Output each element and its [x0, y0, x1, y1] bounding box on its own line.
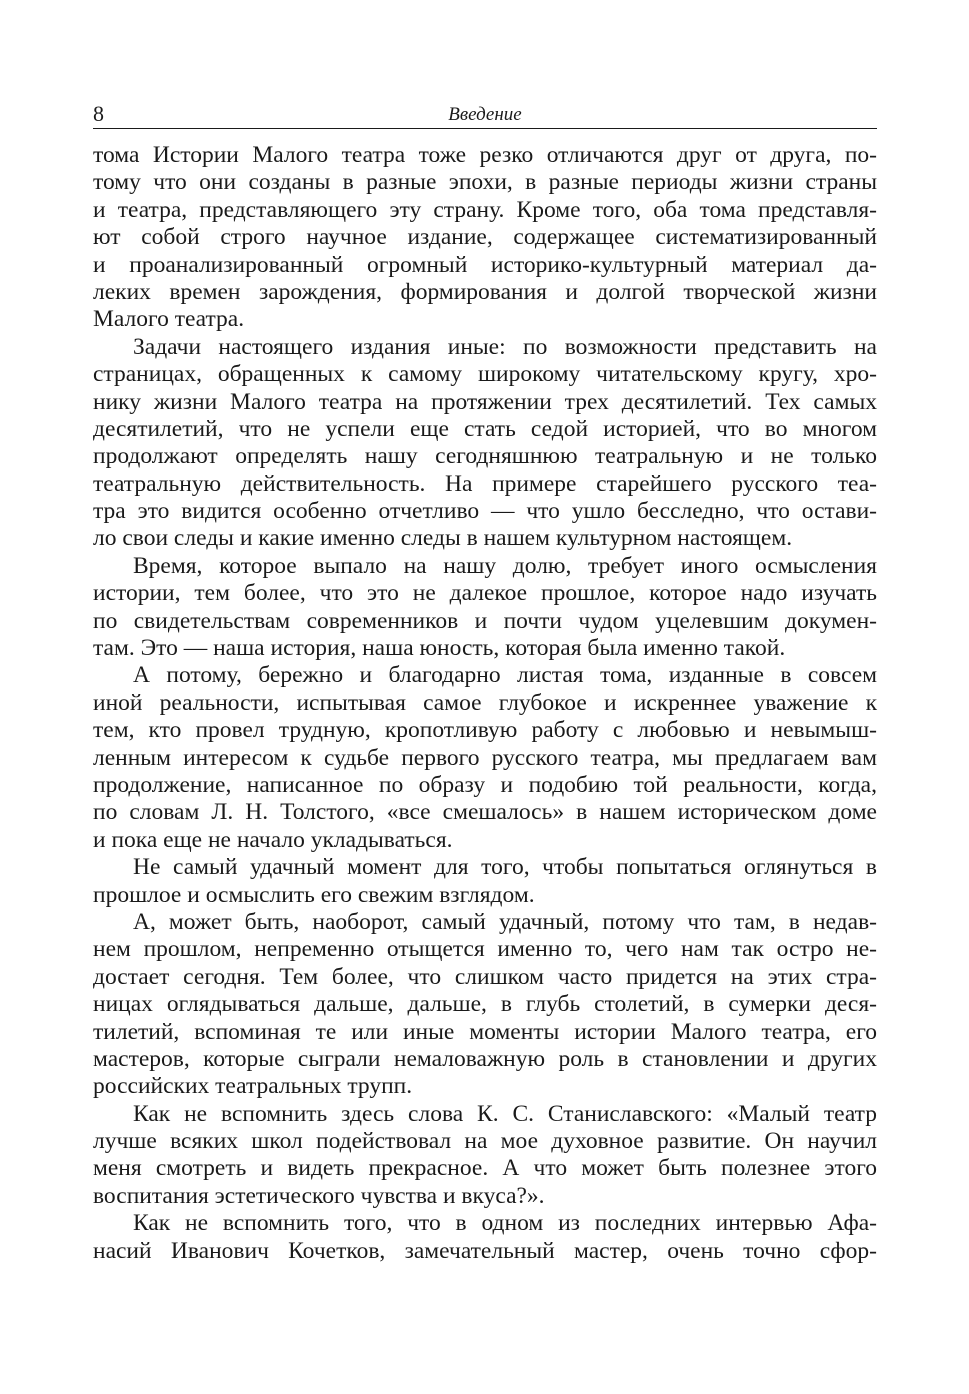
text-line: продолжают определять нашу сегодняшнюю театральную и не только [93, 443, 877, 470]
text-line: по свидетельствам современников и почти чудом уцелевшим докумен- [93, 607, 877, 634]
text-line: воспитания эстетического чувства и вкуса?». [93, 1182, 545, 1209]
text-line: леких времен зарождения, формирования и долгой творческой жизни [93, 278, 877, 305]
text-line: Как не вспомнить того, что в одном из последних интервью Афа- [133, 1210, 877, 1237]
text-line: тома Истории Малого театра тоже резко отличаются друг от друга, по- [93, 142, 877, 168]
body-text [93, 142, 877, 1265]
text-line: лучше всяких школ подействовал на мое духовное развитие. Он научил [93, 1128, 877, 1155]
book-page [93, 98, 877, 1265]
text-line: тем, кто провел трудную, кропотливую работу с любовью и невымыш- [93, 717, 877, 744]
page-number: 8 [93, 101, 104, 126]
text-line: десятилетий, что не успели еще стать седой историей, что во многом [93, 415, 877, 442]
text-line: ленным интересом к судьбе первого русского театра, мы предлагаем вам [93, 744, 877, 771]
text-line: нику жизни Малого театра на протяжении трех десятилетий. Тех самых [93, 388, 877, 415]
text-line: и проанализированный огромный историко-культурный материал да- [93, 251, 877, 278]
text-line: Не самый удачный момент для того, чтобы попытаться оглянуться в [133, 854, 877, 881]
text-line: Как не вспомнить здесь слова К. С. Станиславского: «Малый театр [133, 1100, 877, 1127]
text-line: А, может быть, наоборот, самый удачный, потому что там, в недав- [133, 908, 877, 935]
text-line: ницах оглядываться дальше, дальше, в глубь столетий, в сумерки деся- [93, 991, 877, 1018]
text-line: тому что они созданы в разные эпохи, в разные периоды жизни страны [93, 169, 877, 196]
text-line: мастеров, которые сыграли немаловажную роль в становлении и других [93, 1045, 877, 1072]
text-line: достает сегодня. Тем более, что слишком часто придется на этих стра- [93, 963, 877, 990]
text-line: и пока еще не начало укладываться. [93, 826, 453, 853]
text-line: тилетий, вспоминая те или иные моменты истории Малого театра, его [93, 1018, 877, 1045]
text-line: Малого театра. [93, 306, 245, 333]
text-line: Время, которое выпало на нашу долю, требует иного осмысления [133, 552, 877, 579]
text-line: там. Это — наша история, наша юность, которая была именно такой. [93, 635, 786, 662]
text-line: театральную действительность. На примере старейшего русского теа- [93, 470, 877, 497]
text-line: тра это видится особенно отчетливо — что ушло бесследно, что остави- [93, 498, 877, 525]
text-line: А потому, бережно и благодарно листая тома, изданные в совсем [133, 662, 877, 689]
text-line: истории, тем более, что это не далекое прошлое, которое надо изучать [93, 580, 877, 607]
running-head [93, 98, 877, 129]
text-line: ло свои следы и какие именно следы в нашем культурном настоящем. [93, 525, 793, 552]
text-line: нем прошлом, непременно отыщется именно то, чего нам так остро не- [93, 936, 877, 963]
text-line: ют собой строго научное издание, содержащее систематизированный [93, 224, 877, 251]
text-line: прошлое и осмыслить его свежим взглядом. [93, 881, 535, 908]
text-line: и театра, представляющего эту страну. Кроме того, оба тома представля- [93, 196, 877, 223]
text-line: продолжение, написанное по образу и подобию той реальности, когда, [93, 771, 877, 798]
text-line: страницах, обращенных к самому широкому читательскому кругу, хро- [93, 361, 877, 388]
text-line: российских театральных трупп. [93, 1073, 413, 1100]
text-line: по словам Л. Н. Толстого, «все смешалось» в нашем историческом доме [93, 799, 877, 826]
text-line: меня смотреть и видеть прекрасное. А что может быть полезнее этого [93, 1155, 877, 1182]
text-line: иной реальности, испытывая самое глубокое и искреннее уважение к [93, 689, 877, 716]
text-line: Задачи настоящего издания иные: по возможности представить на [133, 333, 877, 360]
running-title: Введение [448, 104, 522, 125]
text-line: насий Иванович Кочетков, замечательный мастер, очень точно сфор- [93, 1237, 877, 1264]
